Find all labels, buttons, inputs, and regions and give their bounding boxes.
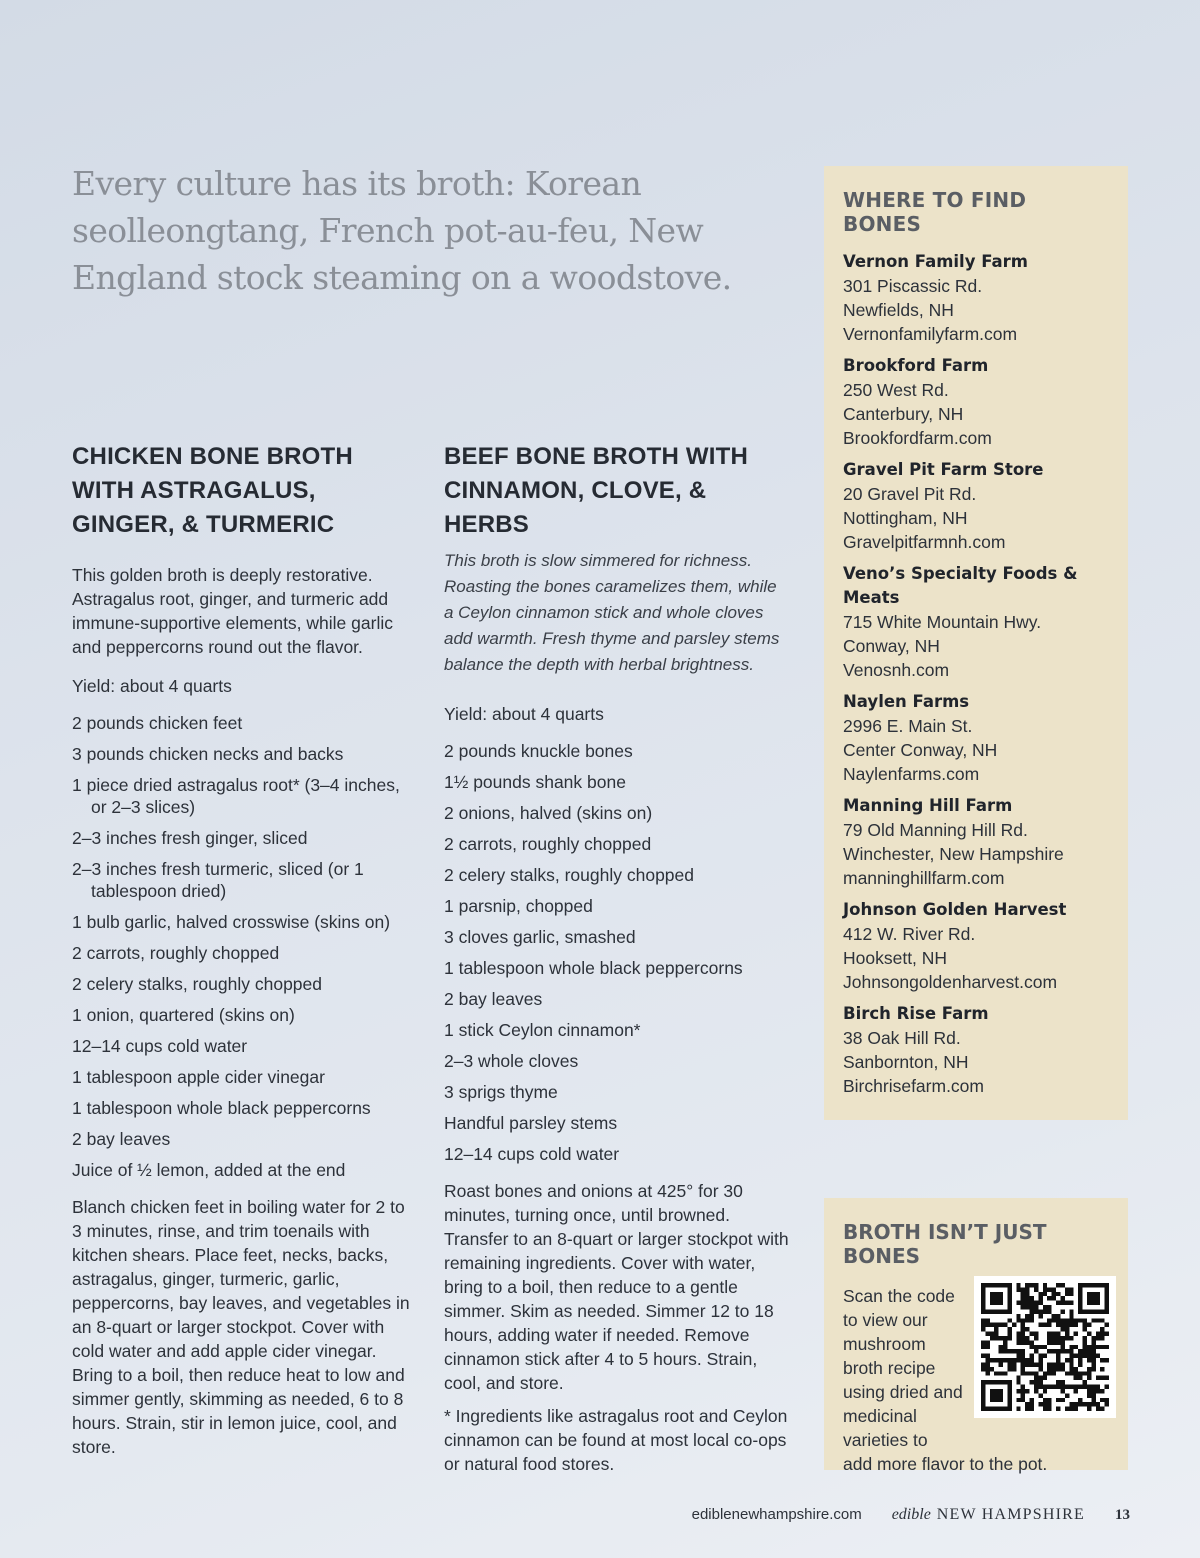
qr-text-tail: add more flavor to the pot. (843, 1454, 1048, 1474)
ingredient-item: 2–3 whole cloves (444, 1051, 579, 1071)
ingredient-item: 2–3 inches fresh turmeric, sliced (or 1 tablespoon dried) (72, 859, 364, 901)
ingredient-item: 1½ pounds shank bone (444, 772, 626, 792)
qr-heading: BROTH ISN’T JUST BONES (843, 1220, 1047, 1268)
farm-website[interactable]: manninghillfarm.com (843, 868, 1005, 888)
recipe-yield: Yield: about 4 quarts (72, 676, 232, 696)
recipe-yield: Yield: about 4 quarts (444, 704, 604, 724)
ingredient-item: 2 carrots, roughly chopped (444, 834, 652, 854)
farm-website[interactable]: Birchrisefarm.com (843, 1076, 984, 1096)
ingredient-item: Handful parsley stems (444, 1113, 618, 1133)
broth-qr-box (824, 1198, 1128, 1474)
ingredient-item: 2–3 inches fresh ginger, sliced (72, 828, 308, 848)
ingredient-item: 1 tablespoon whole black peppercorns (444, 958, 743, 978)
ingredient-item: 2 onions, halved (skins on) (444, 803, 653, 823)
farm-town: Winchester, New Hampshire (843, 844, 1064, 864)
ingredient-item: 1 stick Ceylon cinnamon* (444, 1020, 641, 1040)
farm-town: Center Conway, NH (843, 740, 998, 760)
sidebar-heading: WHERE TO FIND BONES (843, 188, 1027, 236)
farm-town: Sanbornton, NH (843, 1052, 969, 1072)
ingredient-item: 2 pounds knuckle bones (444, 741, 633, 761)
farm-address: 250 West Rd. (843, 380, 949, 400)
magazine-logo (892, 1506, 1085, 1524)
page-footer (692, 1506, 1130, 1524)
footnote: * Ingredients like astragalus root and Ceylon cinnamon can be found at most local co-ops or natural food stores. (444, 1406, 788, 1474)
ingredient-item: 2 celery stalks, roughly chopped (72, 974, 322, 994)
farm-town: Nottingham, NH (843, 508, 968, 528)
page-number: 13 (1115, 1507, 1130, 1523)
farm-address: 79 Old Manning Hill Rd. (843, 820, 1028, 840)
ingredient-item: 12–14 cups cold water (72, 1036, 248, 1056)
ingredient-item: 2 pounds chicken feet (72, 713, 243, 733)
recipe-method: Roast bones and onions at 425° for 30 minutes, turning once, until browned. Transfer to an 8-quart or larger stockpot with remaining ingredients. Cover with water, bring to a boil, then reduce to a gentle simmer. Skim as needed. Simmer 12 to 18 hours, adding water if needed. Remove cinnamon stick after 4 to 5 hours. Strain, cool, and store. (444, 1181, 789, 1393)
farm-name: Manning Hill Farm (843, 796, 1013, 815)
farm-town: Canterbury, NH (843, 404, 964, 424)
ingredient-item: 2 carrots, roughly chopped (72, 943, 280, 963)
logo-text: NEW HAMPSHIRE (936, 1506, 1085, 1523)
farm-entry (843, 898, 1110, 994)
farm-entry (843, 690, 1110, 786)
chicken-recipe (72, 440, 417, 1459)
farm-website[interactable]: Brookfordfarm.com (843, 428, 992, 448)
farm-name: Naylen Farms (843, 692, 970, 711)
farm-name: Veno’s Specialty Foods & Meats (843, 564, 1078, 607)
farm-website[interactable]: Gravelpitfarmnh.com (843, 532, 1006, 552)
farm-town: Newfields, NH (843, 300, 954, 320)
farm-name: Vernon Family Farm (843, 252, 1028, 271)
ingredient-item: 1 piece dried astragalus root* (3–4 inches, or 2–3 slices) (72, 775, 400, 817)
beef-recipe (444, 440, 789, 1476)
ingredient-item: 2 celery stalks, roughly chopped (444, 865, 694, 885)
farm-address: 412 W. River Rd. (843, 924, 976, 944)
ingredient-item: 12–14 cups cold water (444, 1144, 620, 1164)
recipe-intro: This broth is slow simmered for richness. Roasting the bones caramelizes them, while a Ceylon cinnamon stick and whole cloves add warmth. Fresh thyme and parsley stems balance the depth with herbal brightness. (444, 551, 780, 674)
farm-website[interactable]: Vernonfamilyfarm.com (843, 324, 1018, 344)
ingredient-item: 3 cloves garlic, smashed (444, 927, 636, 947)
farm-name: Gravel Pit Farm Store (843, 460, 1044, 479)
ingredient-item: 3 pounds chicken necks and backs (72, 744, 344, 764)
ingredient-item: 1 tablespoon apple cider vinegar (72, 1067, 325, 1087)
farm-website[interactable]: Johnsongoldenharvest.com (843, 972, 1058, 992)
ingredient-item: 2 bay leaves (72, 1129, 171, 1149)
farm-list (843, 250, 1110, 1098)
recipe-title: CHICKEN BONE BROTH WITH ASTRAGALUS, GINGER, & TURMERIC (72, 443, 353, 538)
ingredient-item: 1 tablespoon whole black peppercorns (72, 1098, 371, 1118)
farm-name: Birch Rise Farm (843, 1004, 989, 1023)
logo-italic: edible (891, 1506, 931, 1523)
farm-town: Conway, NH (843, 636, 940, 656)
farm-address: 715 White Mountain Hwy. (843, 612, 1042, 632)
qr-code-icon[interactable] (974, 1276, 1116, 1418)
recipe-method: Blanch chicken feet in boiling water for 2 to 3 minutes, rinse, and trim toenails with kitchen shears. Place feet, necks, backs, astragalus, ginger, turmeric, garlic, peppercorns, bay leaves, and vegetables in an 8-quart or larger stockpot. Cover with cold water and add apple cider vinegar. Bring to a boil, then reduce heat to low and simmer gently, skimming as needed, 6 to 8 hours. Strain, stir in lemon juice, cool, and store. (72, 1197, 410, 1457)
farm-entry (843, 458, 1110, 554)
farm-entry (843, 250, 1110, 346)
farm-entry (843, 562, 1110, 682)
farm-town: Hooksett, NH (843, 948, 948, 968)
ingredient-item: 2 bay leaves (444, 989, 543, 1009)
recipe-intro: This golden broth is deeply restorative. Astragalus root, ginger, and turmeric add immune-supportive elements, while garlic and peppercorns round out the flavor. (72, 565, 393, 657)
farm-address: 38 Oak Hill Rd. (843, 1028, 961, 1048)
pull-quote: Every culture has its broth: Korean seolleongtang, French pot-au-feu, New England stock steaming on a woodstove. (72, 164, 732, 297)
ingredient-list (72, 712, 417, 1181)
farm-entry (843, 354, 1110, 450)
qr-text: Scan the code to view our mushroom broth recipe using dried and medicinal varieties to (843, 1286, 963, 1450)
recipe-title: BEEF BONE BROTH WITH CINNAMON, CLOVE, & HERBS (444, 443, 748, 538)
ingredient-item: 1 parsnip, chopped (444, 896, 593, 916)
footer-url[interactable]: ediblenewhampshire.com (691, 1506, 862, 1523)
farm-entry (843, 1002, 1110, 1098)
farm-address: 2996 E. Main St. (843, 716, 973, 736)
farm-address: 20 Gravel Pit Rd. (843, 484, 977, 504)
farm-entry (843, 794, 1110, 890)
where-to-find-bones-sidebar (824, 166, 1128, 1120)
ingredient-item: 1 onion, quartered (skins on) (72, 1005, 295, 1025)
farm-name: Brookford Farm (843, 356, 989, 375)
ingredient-item: Juice of ½ lemon, added at the end (72, 1160, 346, 1180)
farm-website[interactable]: Naylenfarms.com (843, 764, 980, 784)
ingredient-list (444, 740, 789, 1165)
farm-name: Johnson Golden Harvest (843, 900, 1067, 919)
farm-address: 301 Piscassic Rd. (843, 276, 983, 296)
ingredient-item: 1 bulb garlic, halved crosswise (skins on) (72, 912, 391, 932)
farm-website[interactable]: Venosnh.com (843, 660, 950, 680)
ingredient-item: 3 sprigs thyme (444, 1082, 558, 1102)
